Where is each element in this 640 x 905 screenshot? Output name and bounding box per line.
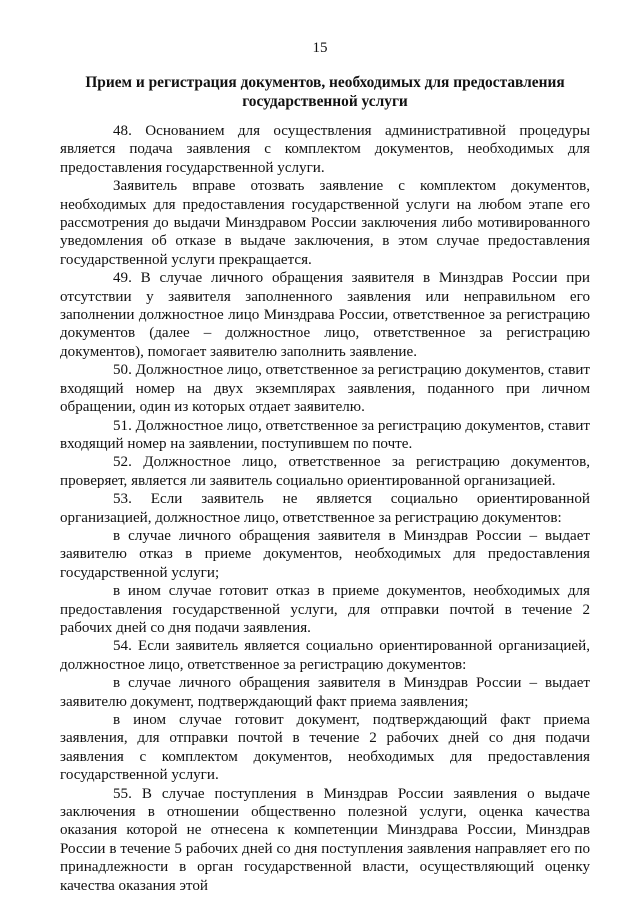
paragraph-54-personal: в случае личного обращения заявителя в Минздрав России – выдает заявителю документ, подтверждающий факт приема заявления; — [60, 675, 590, 710]
page-number: 15 — [312, 40, 328, 56]
paragraph-53: 53. Если заявитель не является социально ориентированной организацией, должностное лицо, ответственное за регистрацию документов: — [60, 491, 590, 526]
paragraph-48: 48. Основанием для осуществления административной процедуры является подача заявления с комплектом документов, необходимых для предоставления государственной услуги. — [60, 123, 590, 176]
paragraph-51: 51. Должностное лицо, ответственное за регистрацию документов, ставит входящий номер на заявлении, поступившем по почте. — [60, 417, 590, 452]
paragraph-54-other: в ином случае готовит документ, подтверждающий факт приема заявления, для отправки почтой в течение 2 рабочих дней со дня подачи заявления с комплектом документов, необходимых для предоставления государственной услуги. — [60, 712, 590, 784]
paragraph-49: 49. В случае личного обращения заявителя в Минздрав России при отсутствии у заявителя заполненного заявления или неправильном его заполнении должностное лицо Минздрава России, ответственное за регистрацию документов (далее – должностное лицо, ответственное за регистрацию документов), помогает заявителю заполнить заявление. — [60, 270, 590, 360]
section-title: Прием и регистрация документов, необходимых для предоставления государственной услуги — [85, 74, 565, 110]
paragraph-55: 55. В случае поступления в Минздрав России заявления о выдаче заключения в отношении общественно полезной услуги, оценка качества оказания которой не отнесена к компетенции Минздрава России, Минздрав России в течение 5 рабочих дней со дня поступления заявления направляет его по принадлежности в орган государственной власти, осуществляющий оценку качества оказания этой — [60, 785, 590, 894]
paragraph-53-personal: в случае личного обращения заявителя в Минздрав России – выдает заявителю отказ в приеме документов, необходимых для предоставления государственной услуги; — [60, 527, 590, 581]
paragraph-52: 52. Должностное лицо, ответственное за регистрацию документов, проверяет, является ли заявитель социально ориентированной организацией. — [60, 454, 590, 489]
document-body — [60, 122, 590, 895]
paragraph-50: 50. Должностное лицо, ответственное за регистрацию документов, ставит входящий номер на двух экземплярах заявления, поданного при личном обращении, один из которых отдает заявителю. — [60, 362, 590, 416]
paragraph-53-other: в ином случае готовит отказ в приеме документов, необходимых для предоставления государственной услуги, для отправки почтой в течение 2 рабочих дней со дня подачи заявления. — [60, 583, 590, 636]
paragraph-54: 54. Если заявитель является социально ориентированной организацией, должностное лицо, ответственное за регистрацию документов: — [60, 638, 590, 673]
paragraph-48-withdrawal: Заявитель вправе отозвать заявление с комплектом документов, необходимых для предоставления государственной услуги на любом этапе его рассмотрения до выдачи Минздравом России заключения либо мотивированного уведомления об отказе в выдаче заключения, в этом случае предоставления государственной услуги прекращается. — [60, 178, 590, 268]
